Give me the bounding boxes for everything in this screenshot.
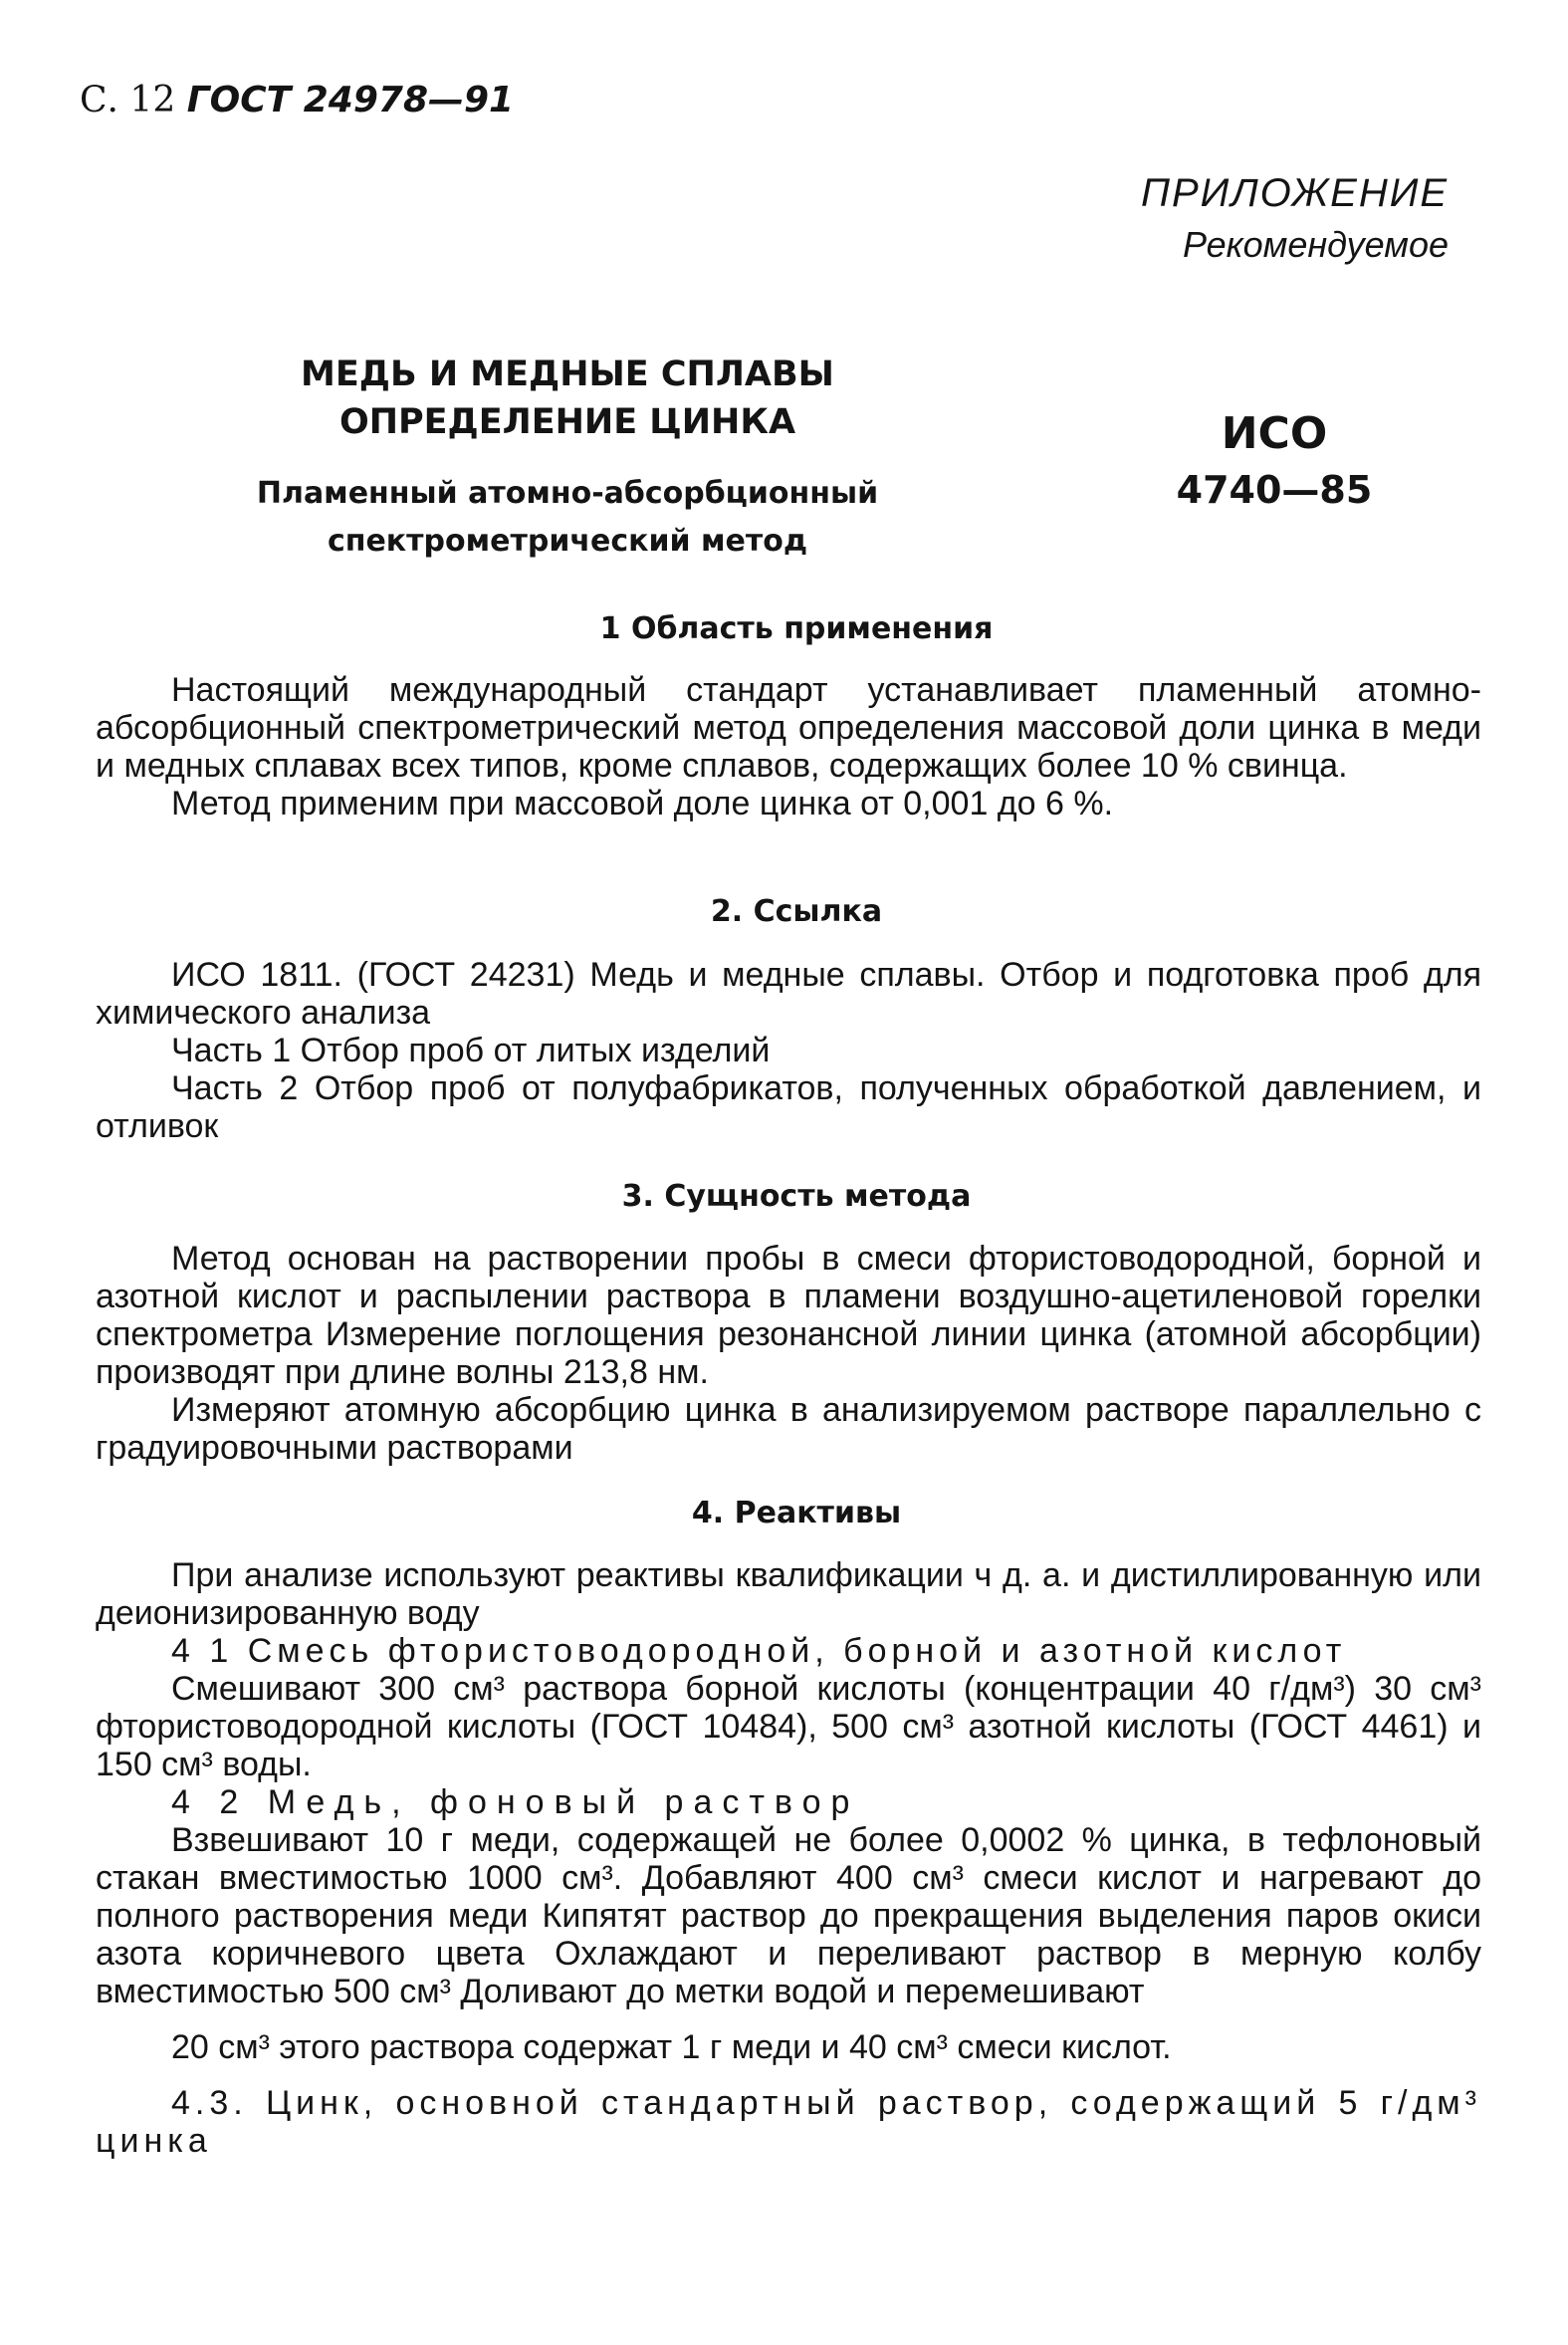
document-subtitle xyxy=(239,470,896,566)
paragraph: Измеряют атомную абсорбцию цинка в анализируемом растворе параллельно с градуировочными растворами xyxy=(96,1391,1481,1467)
title-line-2: ОПРЕДЕЛЕНИЕ ЦИНКА xyxy=(338,402,796,442)
appendix-label xyxy=(1141,167,1449,271)
paragraph: Настоящий международный стандарт устанавливает пламенный атомно-абсорбционный спектрометрический метод определения массовой доли цинка в меди и медных сплавах всех типов, кроме сплавов, содержащих более 10 % свинца. xyxy=(96,671,1481,785)
section-heading-scope: 1 Область применения xyxy=(599,611,994,646)
clause-heading: 4.3. Цинк, основной стандартный раствор, содержащий 5 г/дм³ цинка xyxy=(96,2084,1481,2160)
paragraph: Часть 1 Отбор проб от литых изделий xyxy=(171,1032,771,1069)
section-body-scope xyxy=(96,671,1481,822)
section-body-principle xyxy=(96,1240,1481,1467)
standard-number: ГОСТ 24978—91 xyxy=(186,80,515,120)
document-title xyxy=(239,351,896,446)
subtitle-line-2: спектрометрический метод xyxy=(327,524,808,559)
section-body-reagents xyxy=(96,1556,1481,2160)
section-body-references xyxy=(96,956,1481,1145)
clause-heading: 4 1 Смесь фтористоводородной, борной и азотной кислот xyxy=(171,1632,1347,1670)
paragraph: Часть 2 Отбор проб от полуфабрикатов, полученных обработкой давлением, и отливок xyxy=(96,1069,1481,1145)
paragraph: Смешивают 300 см³ раствора борной кислоты (концентрации 40 г/дм³) 30 см³ фтористоводородной кислоты (ГОСТ 10484), 500 см³ азотной кислоты (ГОСТ 4461) и 150 см³ воды. xyxy=(96,1670,1481,1783)
paragraph: 20 см³ этого раствора содержат 1 г меди и 40 см³ смеси кислот. xyxy=(171,2028,1172,2066)
paragraph: Взвешивают 10 г меди, содержащей не более 0,0002 % цинка, в тефлоновый стакан вместимостью 1000 см³. Добавляют 400 см³ смеси кислот и нагревают до полного растворения меди Кипятят раствор до прекращения выделения паров окиси азота коричневого цвета Охлаждают и переливают раствор в мерную колбу вместимостью 500 см³ Доливают до метки водой и перемешивают xyxy=(96,1821,1481,2010)
appendix-status: Рекомендуемое xyxy=(1183,224,1449,265)
page-number: С. 12 xyxy=(80,80,176,120)
paragraph: При анализе используют реактивы квалификации ч д. а. и дистиллированную или деионизированную воду xyxy=(96,1556,1481,1632)
subtitle-line-1: Пламенный атомно-абсорбционный xyxy=(256,476,879,511)
paragraph: ИСО 1811. (ГОСТ 24231) Медь и медные сплавы. Отбор и подготовка проб для химического анализа xyxy=(96,956,1481,1032)
title-line-1: МЕДЬ И МЕДНЫЕ СПЛАВЫ xyxy=(301,354,834,394)
page-header xyxy=(80,80,514,120)
section-heading-reagents: 4. Реактивы xyxy=(691,1496,902,1530)
iso-label: ИСО xyxy=(1221,408,1328,459)
paragraph: Метод применим при массовой доле цинка от 0,001 до 6 %. xyxy=(171,785,1114,822)
clause-heading: 4 2 Медь, фоновый раствор xyxy=(171,1783,860,1821)
iso-number: 4740—85 xyxy=(1176,468,1373,512)
section-heading-principle: 3. Сущность метода xyxy=(621,1179,972,1214)
iso-reference xyxy=(1135,406,1414,518)
section-heading-references: 2. Ссылка xyxy=(710,894,883,929)
appendix-title: ПРИЛОЖЕНИЕ xyxy=(1140,171,1449,215)
paragraph: Метод основан на растворении пробы в смеси фтористоводородной, борной и азотной кислот и распылении раствора в пламени воздушно-ацетиленовой горелки спектрометра Измерение поглощения резонансной линии цинка (атомной абсорбции) производят при длине волны 213,8 нм. xyxy=(96,1240,1481,1391)
